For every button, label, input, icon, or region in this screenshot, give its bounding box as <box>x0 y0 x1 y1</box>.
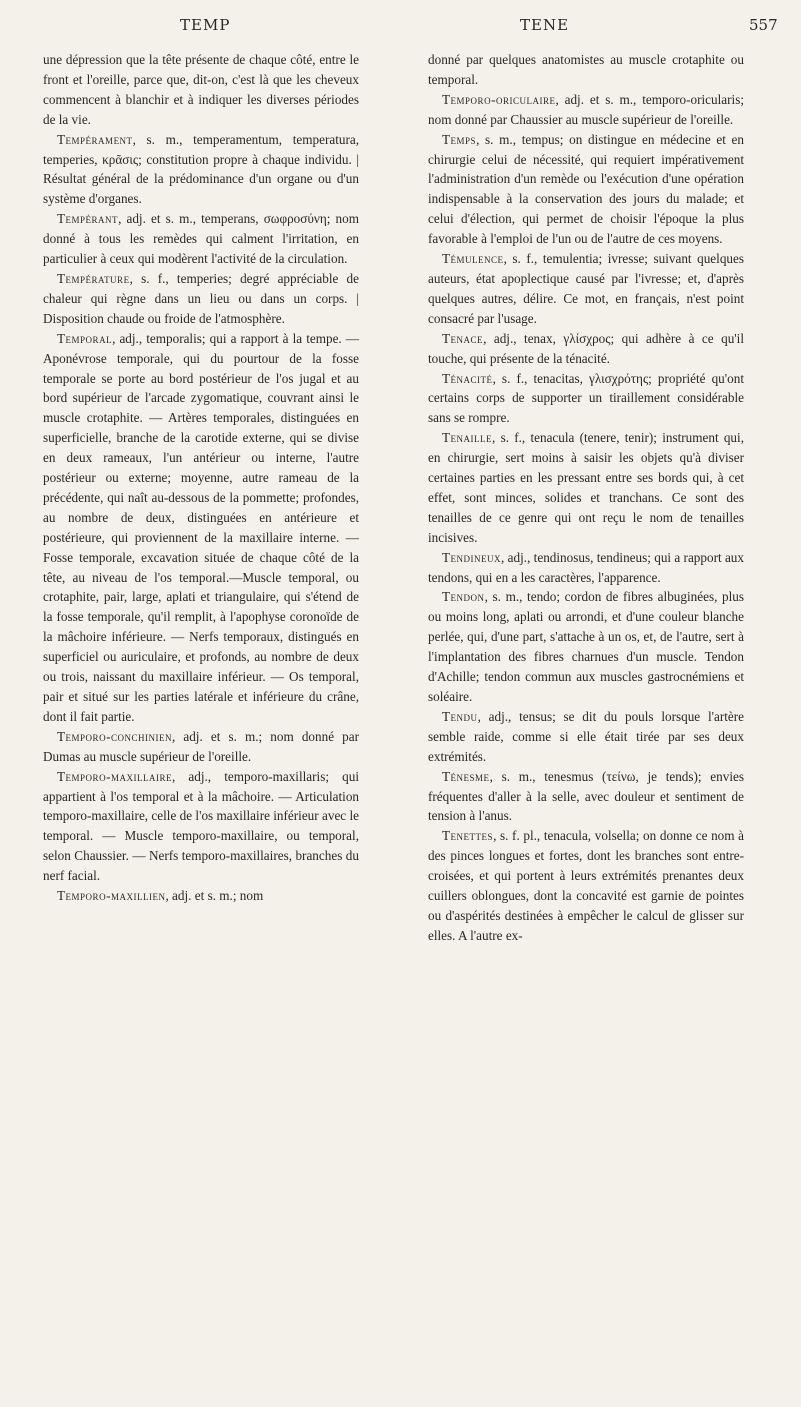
entry-text: donné par quelques anatomistes au muscle crotaphite ou temporal. <box>428 52 744 87</box>
entry-headword: Tenace <box>442 330 484 346</box>
dictionary-entry <box>428 369 744 429</box>
entry-text: , s. f. pl., tenacula, volsella; on donne ce nom à des pinces longues et fortes, dont les branches sont entre-croisées, et qui portent à leurs extrémités prenantes deux cuillers oblongues, dont la concavité est garnie de pointes ou d'aspérités destinées à empêcher le calcul de glisser sur elles. A l'autre ex- <box>428 828 744 943</box>
entry-headword: Ténacité <box>442 370 493 386</box>
entry-headword: Temps <box>442 131 477 147</box>
entry-text: , s. f., tenacitas, γλισχρότης; propriété qu'ont certains corps de supporter un tiraillement considérable sans se rompre. <box>428 370 744 426</box>
dictionary-entry <box>428 767 744 827</box>
dictionary-entry <box>428 707 744 767</box>
dictionary-entry <box>428 826 744 945</box>
entry-text: une dépression que la tête présente de chaque côté, entre le front et l'oreille, parce que, dit-on, c'est là que les cheveux commencent à blanchir et à indiquer les diverses périodes de la vie. <box>43 52 359 127</box>
entry-headword: Tempérant <box>57 211 119 227</box>
entry-headword: Tendu <box>442 708 478 724</box>
entry-text: , s. f., temulentia; ivresse; suivant quelques auteurs, état apoplectique causé par l'ivresse; et, d'après quelques autres, délire. Ce mot, en français, n'est point consacré par l'usage. <box>428 251 744 326</box>
entry-text: , adj., tensus; se dit du pouls lorsque l'artère semble raide, comme si elle était tirée par ses deux extrémités. <box>428 708 744 764</box>
entry-headword: Tempérament <box>57 131 133 147</box>
entry-text: , s. m., tendo; cordon de fibres albuginées, plus ou moins long, aplati ou arrondi, et d'une couleur blanche perlée, qui, d'une part, s'attache à un os, et, de l'autre, sert à l'implantation des fibres charnues d'un muscle. Tendon d'Achille; tendon commun aux muscles gastrocnémiens et soléaire. <box>428 589 744 704</box>
continued-text <box>428 50 744 90</box>
dictionary-entry <box>43 269 359 329</box>
entry-text: , s. m., tenesmus (τείνω, je tends); envies fréquentes d'aller à la selle, avec douleur et sentiment de tension à l'anus. <box>428 768 744 824</box>
right-column <box>428 50 744 946</box>
page-number: 557 <box>749 16 778 34</box>
entry-text: , adj., temporo-maxillaris; qui appartient à l'os temporal et à la mâchoire. — Articulation temporo-maxillaire, celle de l'os maxillaire inférieur avec le temporal. — Muscle temporo-maxillaire, ou temporal, selon Chaussier. — Nerfs temporo-maxillaires, branches du nerf facial. <box>43 768 359 884</box>
entry-text: , s. f., temperies; degré appréciable de chaleur qui règne dans un lieu ou dans un corps. | Disposition chaude ou froide de l'atmosphère. <box>43 270 359 326</box>
dictionary-entry <box>43 209 359 269</box>
entry-headword: Temporo-conchinien <box>57 728 172 744</box>
dictionary-entry <box>428 130 744 249</box>
dictionary-entry <box>428 90 744 130</box>
dictionary-entry <box>428 587 744 706</box>
dictionary-entry <box>43 886 359 906</box>
entry-headword: Tendon <box>442 589 485 605</box>
entry-text: , s. f., tenacula (tenere, tenir); instrument qui, en chirurgie, sert moins à saisir les objets qu'à diviser certaines parties en les pressant entre ses bords qui, à cet effet, sont minces, solides et tranchans. Ce sont des tenailles de ce genre qui ont reçu le nom de tenailles incisives. <box>428 430 744 545</box>
entry-text: , adj. et s. m., temperans, σωφροσύνη; nom donné à tous les remèdes qui calment l'irritation, en particulier à ceux qui modèrent l'activité de la circulation. <box>43 211 359 267</box>
entry-text: , adj. et s. m.; nom donné par Dumas au muscle supérieur de l'oreille. <box>43 728 359 764</box>
dictionary-entry <box>43 130 359 210</box>
entry-headword: Temporo-oriculaire <box>442 91 556 107</box>
entry-text: , adj. et s. m., temporo-oricularis; nom donné par Chaussier au muscle supérieur de l'oreille. <box>428 91 744 127</box>
entry-text: , adj. et s. m.; nom <box>165 888 264 904</box>
continued-text <box>43 50 359 130</box>
dictionary-entry <box>428 329 744 369</box>
entry-headword: Temporal <box>57 330 113 346</box>
entry-headword: Température <box>57 270 130 286</box>
dictionary-entry <box>428 249 744 329</box>
running-head-right: TENE <box>520 16 570 34</box>
dictionary-entry <box>43 767 359 886</box>
entry-text: , adj., tendinosus, tendineus; qui a rapport aux tendons, qui en a les caractères, l'apparence. <box>428 549 744 585</box>
dictionary-entry <box>428 428 744 547</box>
entry-headword: Tenettes <box>442 828 494 844</box>
entry-text: , s. m., tempus; on distingue en médecine et en chirurgie celui de nécessité, qui requiert impérativement l'administration d'un remède ou l'exécution d'une opération indispensable à la conservation des jours du malade; et celui d'élection, qui permet de choisir l'époque la plus favorable à l'emploi de l'un ou de l'autre de ces moyens. <box>428 131 744 247</box>
dictionary-entry <box>43 727 359 767</box>
dictionary-entry <box>428 548 744 588</box>
entry-headword: Ténesme <box>442 768 490 784</box>
entry-headword: Temporo-maxillaire <box>57 768 172 784</box>
entry-headword: Tendineux <box>442 549 502 565</box>
entry-text: , s. m., temperamentum, temperatura, temperies, κρᾶσις; constitution propre à chaque individu. | Résultat général de la prédominance d'un organe ou d'un système d'organes. <box>43 131 359 207</box>
entry-headword: Temporo-maxillien <box>57 888 166 904</box>
left-column <box>43 50 359 906</box>
entry-text: , adj., tenax, γλίσχρος; qui adhère à ce qu'il touche, qui présente de la ténacité. <box>428 330 744 366</box>
dictionary-entry <box>43 329 359 727</box>
entry-headword: Tenaille <box>442 430 493 446</box>
entry-headword: Témulence <box>442 251 504 267</box>
entry-text: , adj., temporalis; qui a rapport à la tempe. — Aponévrose temporale, qui du pourtour de la fosse temporale se porte au bord postérieur de l'os jugal et au bord supérieur de l'arcade zygomatique, couvrant ainsi le muscle crotaphite. — Artères temporales, distinguées en superficielle, branche de la carotide externe, qui se divise en deux rameaux, l'un antérieur ou interne, l'autre postérieur ou externe; moyenne, autre rameau de la précédente, qui naît au-dessous de la pommette; profondes, au nombre de deux, distinguées en antérieure et postérieure, qui proviennent de la maxillaire interne. — Fosse temporale, excavation située de chaque côté de la tête, au niveau de l'os temporal.—Muscle temporal, ou crotaphite, pair, large, aplati et triangulaire, qui s'étend de la fosse temporale, qu'il remplit, à l'apophyse coronoïde de la mâchoire inférieure. — Nerfs temporaux, distingués en superficiel ou auriculaire, et profonds, au nombre de deux ou trois, naissant du maxillaire inférieur. — Os temporal, pair et situé sur les parties latérale et inférieure du crâne, dont il fait partie. <box>43 330 359 724</box>
running-head-left: TEMP <box>180 16 231 34</box>
